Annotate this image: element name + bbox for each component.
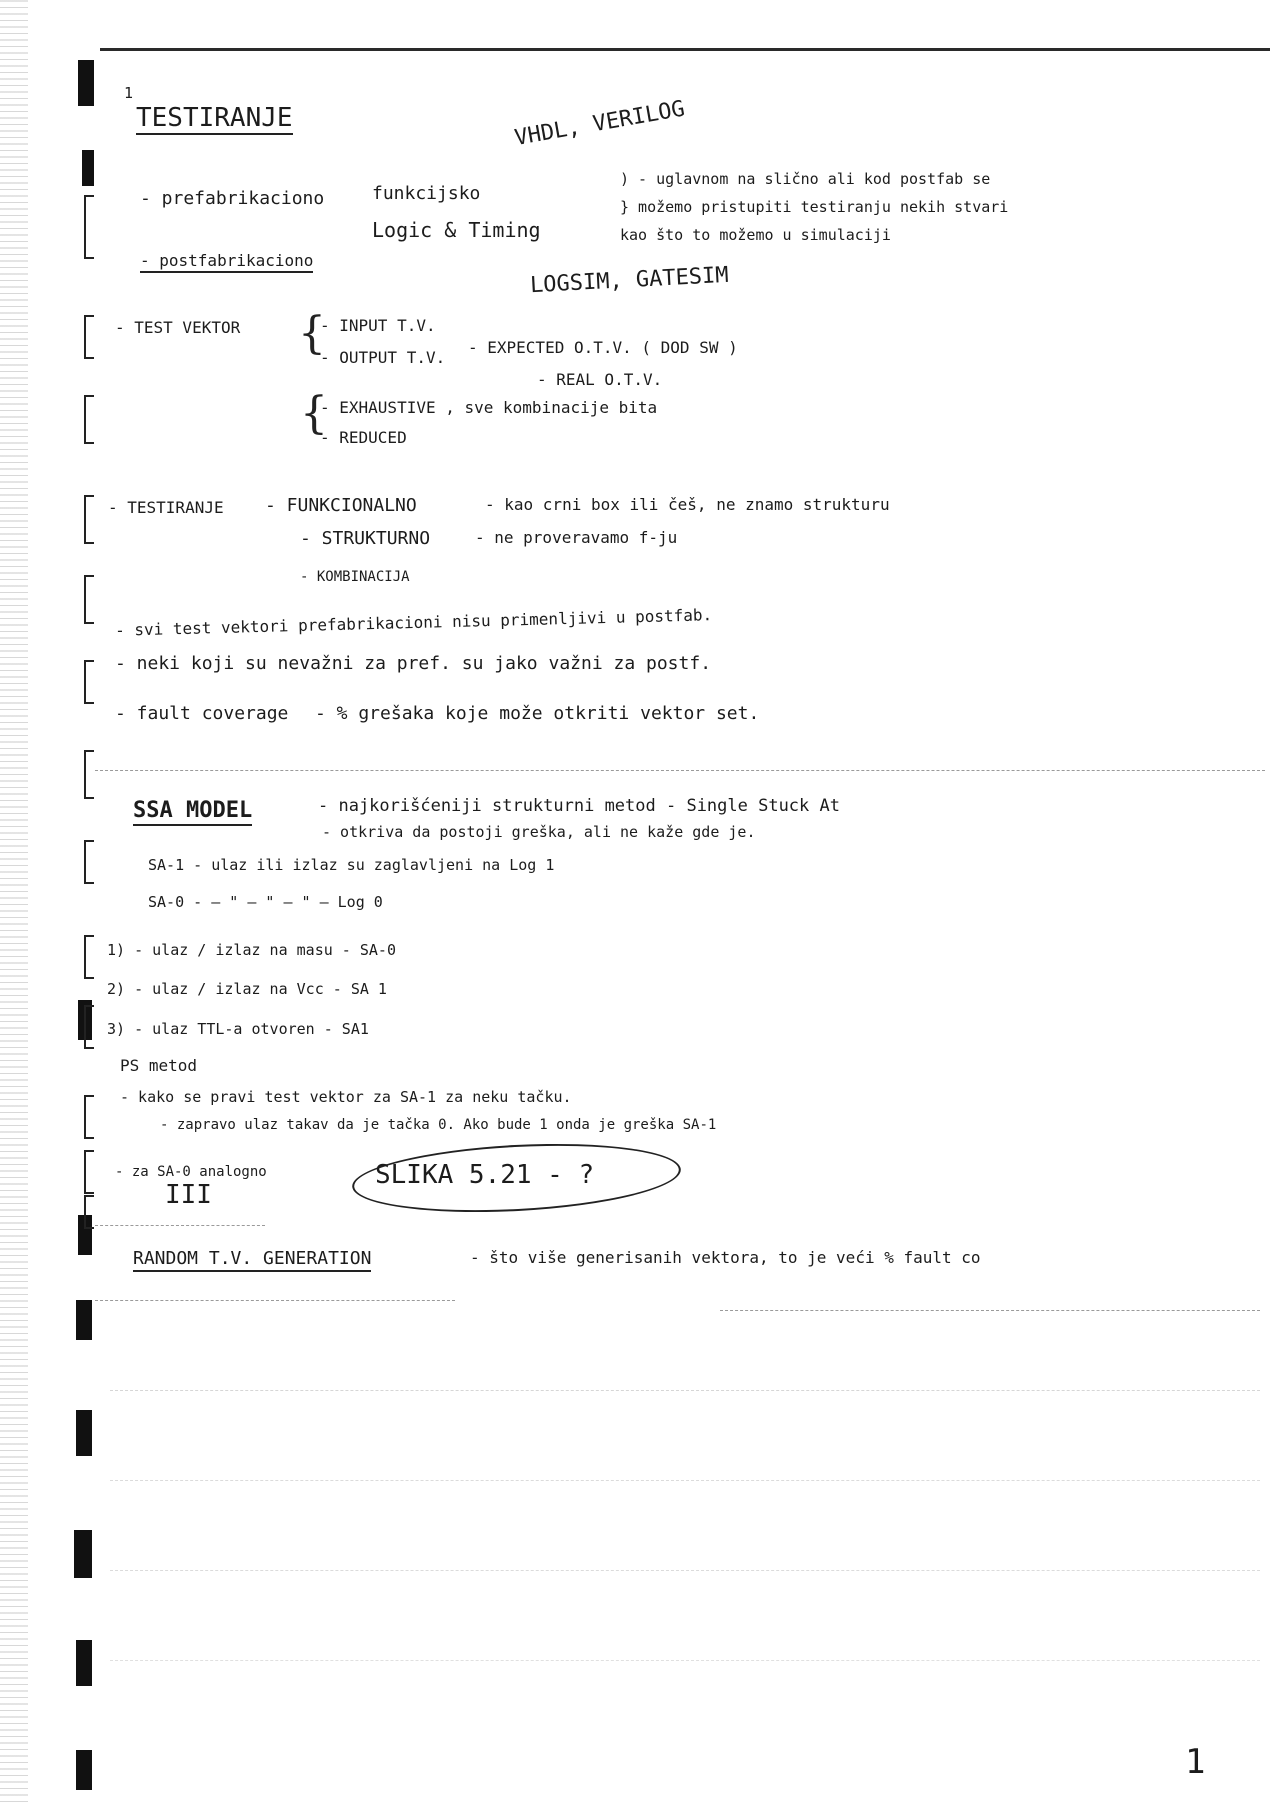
ps-line-3: - za SA-0 analogno <box>115 1164 267 1180</box>
case-1: 1) - ulaz / izlaz na masu - SA-0 <box>107 941 396 959</box>
case-3: 3) - ulaz TTL-a otvoren - SA1 <box>107 1020 369 1038</box>
ssa-line-2: - otkriva da postoji greška, ali ne kaže gde je. <box>322 823 756 841</box>
hint-line-1: ) - uglavnom na slično ali kod postfab se <box>620 170 991 188</box>
binder-bracket <box>84 935 94 979</box>
brace: { <box>298 308 326 359</box>
page-number-bottom: 1 <box>1185 1742 1206 1782</box>
binder-bracket <box>84 1095 94 1139</box>
real-otv: - REAL O.T.V. <box>537 370 663 389</box>
binder-bracket <box>84 575 94 624</box>
expected-otv: - EXPECTED O.T.V. ( DOD SW ) <box>468 338 738 357</box>
ps-line-1: - kako se pravi test vektor za SA-1 za neku tačku. <box>120 1088 572 1106</box>
binder-bar <box>78 60 94 106</box>
ruled-line <box>110 1570 1260 1572</box>
testiranje-label: - TESTIRANJE <box>108 498 224 517</box>
binder-bracket <box>84 395 94 444</box>
binder-bar <box>76 1410 92 1456</box>
binder-bracket <box>84 660 94 704</box>
ruled-line <box>110 1390 1260 1392</box>
ruled-line <box>95 1300 455 1302</box>
ps-metod-label: PS metod <box>120 1056 198 1075</box>
binder-bracket <box>84 495 94 544</box>
note-prefab: - svi test vektori prefabrikacioni nisu primenljivi u postfab. <box>114 605 713 640</box>
funkcionalno-note: - kao crni box ili češ, ne znamo strukturu <box>485 495 890 514</box>
binder-bar <box>76 1750 92 1790</box>
strukturno: - STRUKTURNO <box>300 528 431 549</box>
binder-bracket <box>84 1005 94 1049</box>
page-top-rule <box>100 48 1270 51</box>
binder-bracket <box>84 1150 94 1194</box>
binder-marks <box>0 0 120 1806</box>
binder-bracket <box>84 750 94 799</box>
random-tv-note: - što više generisanih vektora, to je veći % fault co <box>470 1248 981 1267</box>
prefab-label: - prefabrikaciono <box>140 188 325 209</box>
hdl-note: VHDL, VERILOG <box>512 96 687 151</box>
output-tv: - OUTPUT T.V. <box>320 348 446 367</box>
binder-bar <box>76 1300 92 1340</box>
ruled-line <box>720 1310 1260 1312</box>
strukturno-note: - ne proveravamo f-ju <box>475 528 678 547</box>
reduced: - REDUCED <box>320 428 407 447</box>
note-postfab: - neki koji su nevažni za pref. su jako važni za postf. <box>115 653 712 674</box>
binder-bracket <box>84 195 94 259</box>
kombinacija: - KOMBINACIJA <box>300 569 410 585</box>
fault-coverage-label: - fault coverage <box>115 703 289 724</box>
fault-coverage-note: - % grešaka koje može otkriti vektor set. <box>315 703 760 724</box>
hint-line-3: kao što to možemo u simulaciji <box>620 226 891 244</box>
sa1-definition: SA-1 - ulaz ili izlaz su zaglavljeni na Log 1 <box>148 856 555 874</box>
mark-iii: III <box>165 1180 212 1210</box>
ruled-line <box>110 1660 1260 1662</box>
exhaustive: - EXHAUSTIVE , sve kombinacije bita <box>320 398 658 417</box>
sa0-definition: SA-0 - — " — " — " — Log 0 <box>148 893 383 911</box>
binder-bar <box>82 150 94 186</box>
binder-bracket <box>84 1195 94 1229</box>
binder-bracket <box>84 315 94 359</box>
binder-bracket <box>84 840 94 884</box>
ssa-line-1: - najkorišćeniji strukturni metod - Single Stuck At <box>318 796 840 816</box>
funkcijsko-label: funkcijsko <box>372 183 481 204</box>
page-title: TESTIRANJE <box>136 103 293 133</box>
ssa-model-heading: SSA MODEL <box>133 800 252 826</box>
input-tv: - INPUT T.V. <box>320 316 436 335</box>
postfab-label: - postfabrikaciono <box>140 253 313 273</box>
test-vektor-label: - TEST VEKTOR <box>115 318 241 337</box>
ruled-line <box>110 1480 1260 1482</box>
brace: { <box>300 388 328 439</box>
random-tv-heading: RANDOM T.V. GENERATION <box>133 1250 371 1272</box>
binder-bar <box>76 1640 92 1686</box>
slika-reference: SLIKA 5.21 - ? <box>375 1160 595 1190</box>
sim-note: LOGSIM, GATESIM <box>529 262 730 299</box>
ps-line-2: - zapravo ulaz takav da je tačka 0. Ako bude 1 onda je greška SA-1 <box>160 1117 717 1133</box>
ruled-line <box>95 770 1265 772</box>
ruled-line <box>95 1225 265 1227</box>
page-number-top: 1 <box>124 84 134 102</box>
hint-line-2: } možemo pristupiti testiranju nekih stvari <box>620 198 1009 216</box>
logic-timing-label: Logic & Timing <box>372 218 541 242</box>
funkcionalno: - FUNKCIONALNO <box>265 495 417 516</box>
case-2: 2) - ulaz / izlaz na Vcc - SA 1 <box>107 980 387 998</box>
binder-bar <box>74 1530 92 1578</box>
